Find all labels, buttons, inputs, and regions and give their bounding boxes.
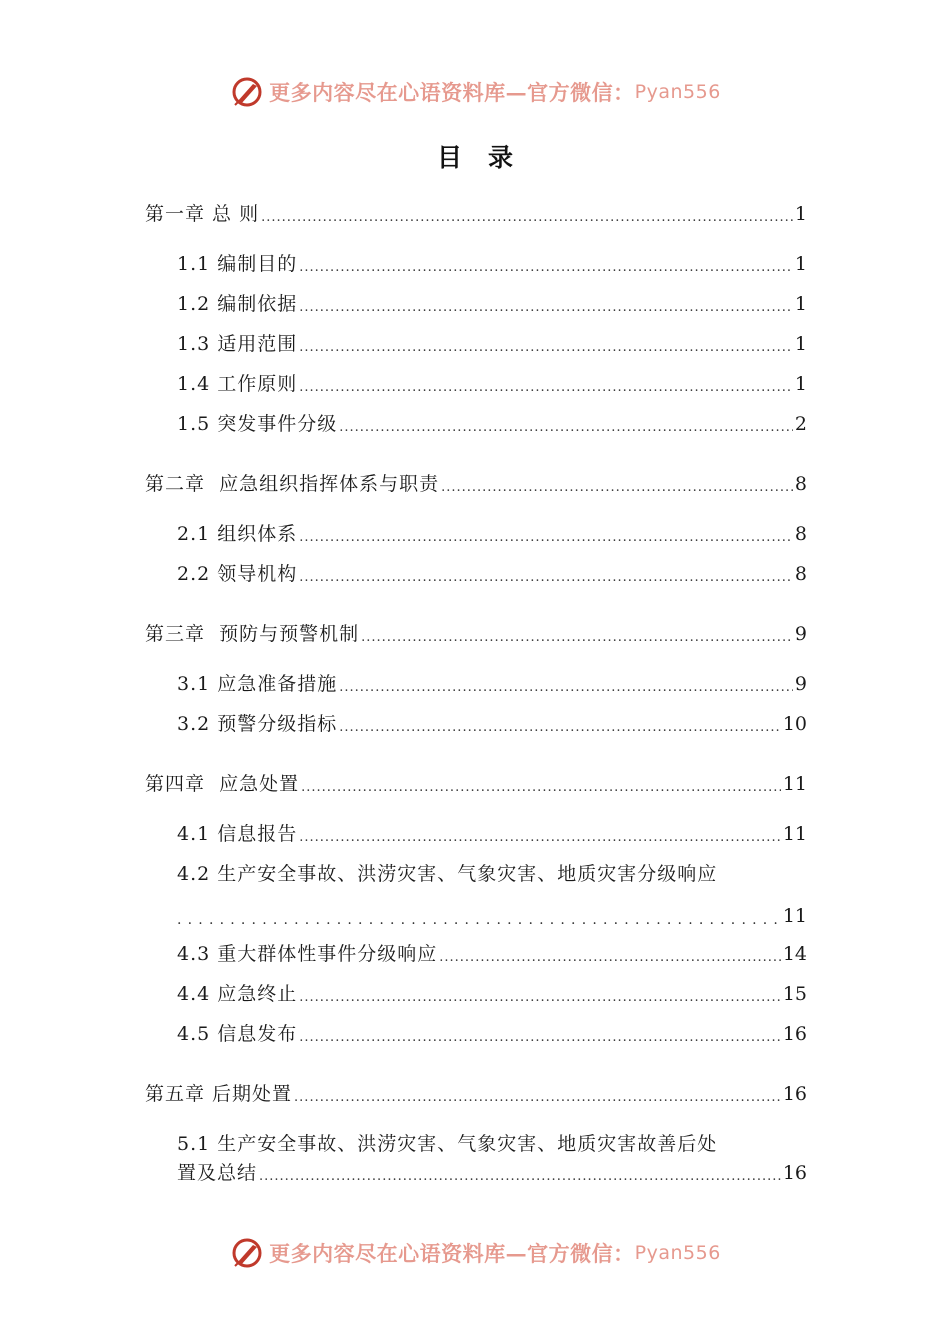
toc-entry-1-5[interactable]: 1.5 突发事件分级 ..... 2 bbox=[177, 411, 807, 437]
leader-dots bbox=[441, 479, 793, 497]
page-number: 11 bbox=[782, 773, 807, 795]
leader-dots bbox=[299, 989, 781, 1007]
leader-dots bbox=[361, 629, 793, 647]
toc-entry-4-4[interactable]: 4.4 应急终止 ..... 15 bbox=[177, 981, 807, 1007]
toc-entry-5-1-line1[interactable]: 5.1 生产安全事故、洪涝灾害、气象灾害、地质灾害故善后处 bbox=[177, 1133, 718, 1155]
banner-wechat-label: 官方微信： bbox=[527, 1241, 635, 1266]
banner-dash: — bbox=[505, 79, 528, 105]
page-number: 11 bbox=[782, 905, 807, 927]
pen-logo-icon bbox=[229, 1235, 265, 1271]
leader-dots bbox=[299, 829, 781, 847]
leader-dots bbox=[339, 679, 793, 697]
page-number: 11 bbox=[782, 823, 807, 845]
banner-wechat-id: Pyan556 bbox=[634, 81, 721, 103]
toc-entry-5-1[interactable]: 置及总结 ..... 16 bbox=[177, 1160, 807, 1186]
page-number: 15 bbox=[782, 983, 807, 1005]
toc-entry-2-2[interactable]: 2.2 领导机构 ..... 8 bbox=[177, 561, 807, 587]
leader-dots bbox=[299, 339, 793, 357]
leader-dots bbox=[299, 259, 793, 277]
page-number: 16 bbox=[782, 1083, 807, 1105]
page-number: 16 bbox=[782, 1162, 807, 1184]
leader-dots bbox=[177, 911, 783, 929]
toc-title: 目录 bbox=[436, 143, 539, 172]
leader-dots bbox=[299, 529, 793, 547]
toc-entry-4-1[interactable]: 4.1 信息报告 ..... 11 bbox=[177, 821, 807, 847]
page-number: 9 bbox=[794, 623, 807, 645]
page-number: 14 bbox=[782, 943, 807, 965]
toc-entry-chapter-5[interactable]: 第五章 后期处置 ..... 16 bbox=[145, 1081, 807, 1107]
toc-entry-chapter-3[interactable]: 第三章 预防与预警机制 ..... 9 bbox=[145, 621, 807, 647]
page-number: 8 bbox=[794, 523, 807, 545]
footer-banner bbox=[0, 1233, 950, 1273]
toc-entry-4-2-label[interactable]: 4.2 生产安全事故、洪涝灾害、气象灾害、地质灾害分级响应 bbox=[177, 863, 718, 885]
toc-entry-4-2-leader[interactable] bbox=[177, 903, 807, 929]
leader-dots bbox=[294, 1089, 781, 1107]
toc-entry-1-3[interactable]: 1.3 适用范围 ..... 1 bbox=[177, 331, 807, 357]
toc-entry-1-4[interactable]: 1.4 工作原则 ..... 1 bbox=[177, 371, 807, 397]
banner-wechat-id: Pyan556 bbox=[634, 1242, 721, 1264]
page-number: 1 bbox=[794, 333, 807, 355]
toc-entry-1-2[interactable]: 1.2 编制依据 ..... 1 bbox=[177, 291, 807, 317]
page-number: 1 bbox=[794, 373, 807, 395]
page-number: 1 bbox=[794, 293, 807, 315]
leader-dots bbox=[339, 419, 793, 437]
page-number: 8 bbox=[794, 563, 807, 585]
leader-dots bbox=[299, 379, 793, 397]
page-number: 9 bbox=[794, 673, 807, 695]
toc-entry-4-3[interactable]: 4.3 重大群体性事件分级响应 ..... 14 bbox=[177, 941, 807, 967]
banner-wechat-label: 官方微信： bbox=[527, 80, 635, 105]
toc-entry-3-2[interactable]: 3.2 预警分级指标 ..... 10 bbox=[177, 711, 807, 737]
leader-dots bbox=[339, 719, 781, 737]
toc-entry-chapter-4[interactable]: 第四章 应急处置 ..... 11 bbox=[145, 771, 807, 797]
banner-dash: — bbox=[505, 1240, 528, 1266]
leader-dots bbox=[439, 949, 781, 967]
toc-entry-4-5[interactable]: 4.5 信息发布 ..... 16 bbox=[177, 1021, 807, 1047]
toc-entry-chapter-1[interactable]: 第一章 总 则 ..... 1 bbox=[145, 201, 807, 227]
leader-dots bbox=[259, 1168, 781, 1186]
toc-entry-3-1[interactable]: 3.1 应急准备措施 ..... 9 bbox=[177, 671, 807, 697]
page-number: 1 bbox=[794, 203, 807, 225]
toc-entry-chapter-2[interactable]: 第二章 应急组织指挥体系与职责 ..... 8 bbox=[145, 471, 807, 497]
banner-slogan: 更多内容尽在心语资料库 bbox=[269, 80, 506, 105]
toc-entry-2-1[interactable]: 2.1 组织体系 ..... 8 bbox=[177, 521, 807, 547]
leader-dots bbox=[299, 569, 793, 587]
page-number: 10 bbox=[782, 713, 807, 735]
page-number: 16 bbox=[782, 1023, 807, 1045]
leader-dots bbox=[301, 779, 781, 797]
page-number: 8 bbox=[794, 473, 807, 495]
leader-dots bbox=[299, 1029, 781, 1047]
leader-dots bbox=[261, 209, 793, 227]
toc-entry-1-1[interactable]: 1.1 编制目的 ..... 1 bbox=[177, 251, 807, 277]
leader-dots bbox=[299, 299, 793, 317]
page-number: 1 bbox=[794, 253, 807, 275]
banner-slogan: 更多内容尽在心语资料库 bbox=[269, 1241, 506, 1266]
page-number: 2 bbox=[794, 413, 807, 435]
